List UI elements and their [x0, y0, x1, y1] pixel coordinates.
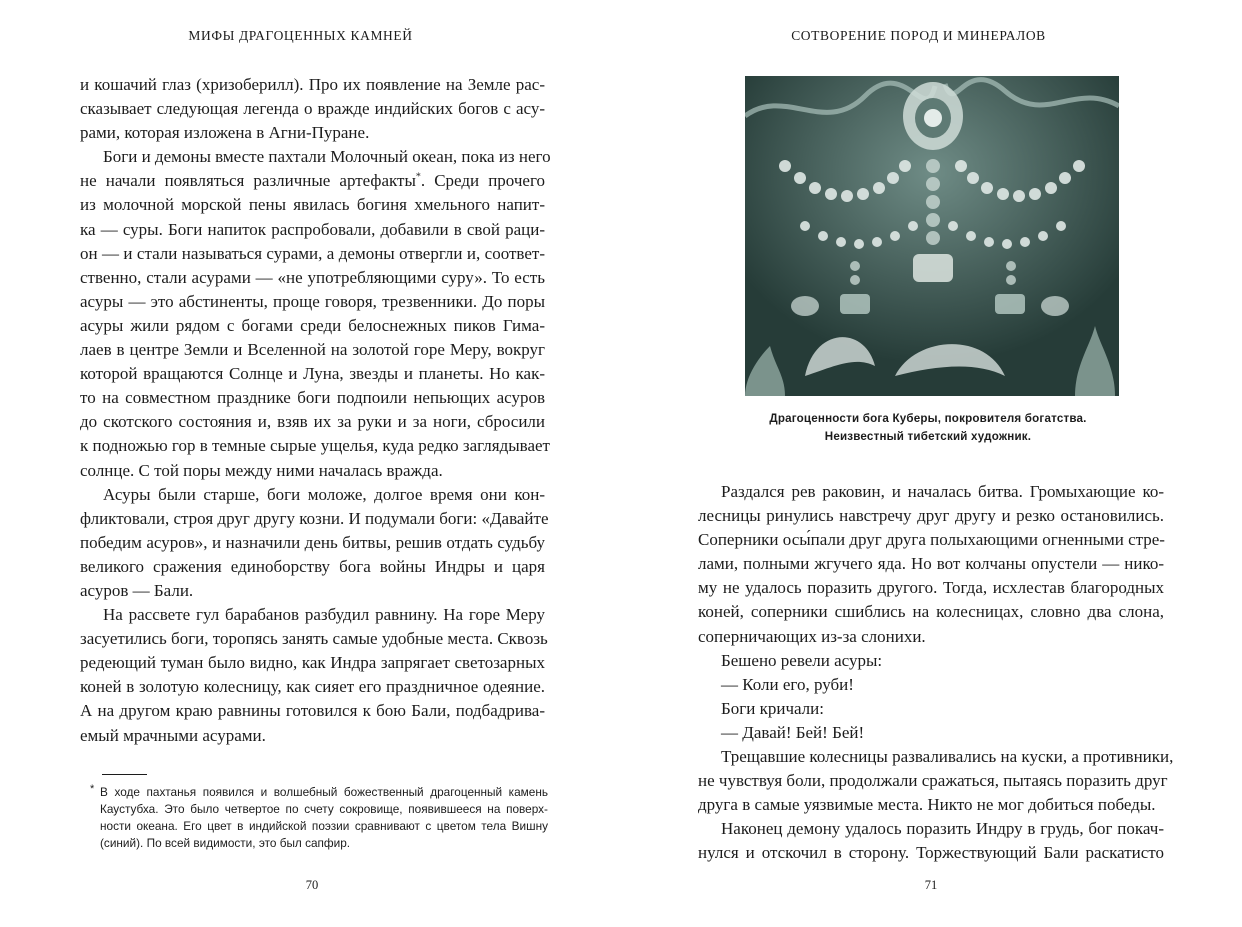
footnote-line: В ходе пахтанья появился и волшебный божественный драгоценный камень: [100, 785, 548, 799]
text-fragment: . Среди прочего: [420, 171, 545, 191]
footnote: [90, 783, 548, 852]
page-number-left: 70: [305, 878, 319, 892]
text-line: ка — суры. Боги напиток распробовали, добавили в свой раци-: [80, 219, 545, 239]
text-line: асуров — Бали.: [80, 580, 194, 600]
text-line: до скотского состояния и, взяв их за руки и за ноги, сбросили: [80, 412, 545, 432]
figure-caption: [701, 410, 1155, 446]
text-line: Раздался рев раковин, и началась битва. Громыхающие ко-: [721, 482, 1164, 501]
text-line: ственно, стали асурами — «не употребляющими суру». То есть: [80, 267, 545, 287]
text-line: рами, которая изложена в Агни-Пуране.: [80, 123, 370, 143]
text-line: он — и стали называться сурами, а демоны отвергли и, соответ-: [80, 243, 545, 263]
text-line: сказывает следующая легенда о вражде индийских богов с асу-: [80, 99, 545, 119]
text-line: которой вращаются Солнце и Луна, звезды и планеты. Но как-: [80, 364, 545, 384]
text-line: к подножью гор в темные сырые ущелья, куда редко заглядывает: [80, 436, 550, 456]
text-line: не чувствуя боли, продолжали сражаться, пытаясь поразить друг: [698, 771, 1168, 791]
text-line: засуетились боги, торопясь занять самые удобные места. Сквозь: [80, 629, 548, 649]
body-text-right: [698, 480, 1174, 866]
running-head-right: СОТВОРЕНИЕ ПОРОД И МИНЕРАЛОВ: [791, 28, 1046, 43]
text-line: редеющий туман было видно, как Индра запрягает светозарных: [80, 653, 545, 673]
text-line: — Коли его, руби!: [721, 674, 854, 694]
text-line: великого сражения единоборству бога войны Индры и царя: [80, 556, 545, 576]
text-line: из молочной морской пены явилась богиня хмельного напит-: [80, 195, 545, 215]
right-page: [621, 0, 1242, 927]
footnote-divider: [102, 774, 147, 775]
illustration-icon: [745, 76, 1119, 396]
footnote-mark: *: [90, 783, 95, 795]
text-line: Боги и демоны вместе пахтали Молочный океан, пока из него: [103, 147, 551, 167]
tibetan-painting-illustration: [745, 76, 1119, 396]
text-line: Бешено ревели асуры:: [721, 650, 883, 670]
text-line: Наконец демону удалось поразить Индру в грудь, бог покач-: [721, 819, 1164, 839]
text-line: фликтовали, строя друг другу козни. И подумали боги: «Давайте: [80, 508, 549, 528]
text-line: коней в золотую колесницу, как сияет его праздничное одеяние.: [80, 677, 545, 697]
text-line: коней, соперники сшиблись на колесницах, словно два слона,: [698, 602, 1164, 622]
text-line: На рассвете гул барабанов разбудил равнину. На горе Меру: [103, 605, 545, 625]
body-text-left: [80, 73, 551, 748]
text-line: лесницы ринулись навстречу друг другу и резко остановились.: [698, 506, 1164, 526]
text-line: асуры жили рядом с богами среди белоснежных пиков Гима-: [80, 315, 545, 335]
text-line: Асуры были старше, боги моложе, долгое время они кон-: [103, 484, 545, 504]
text-line: солнце. С той поры между ними началась вражда.: [80, 460, 443, 480]
text-line: Боги кричали:: [721, 698, 824, 718]
text-line: лами, полными жгучего яда. Но вот колчаны опустели — нико-: [698, 554, 1164, 574]
text-line: победим асуров», и назначили день битвы, решив отдать судьбу: [80, 532, 545, 552]
text-line: нулся и отскочил в сторону. Торжествующий Бали раскатисто: [698, 843, 1164, 863]
text-line: — Давай! Бей! Бей!: [721, 722, 865, 742]
footnote-line: ности океана. Его цвет в индийской поэзии сравнивают с цветом тела Вишну: [100, 819, 548, 833]
text-line: и кошачий глаз (хризоберилл). Про их появление на Земле рас-: [80, 75, 545, 94]
footnote-line: (синий). По всей видимости, это был сапфир.: [100, 836, 351, 850]
footnote-line: Каустубха. Это было четвертое по счету сокровище, появившееся на поверх-: [100, 802, 548, 816]
text-line: лаев в центре Земли и Вселенной на золотой горе Меру, вокруг: [80, 340, 545, 360]
page-number-right: 71: [924, 878, 938, 892]
text-line: асуры — это абстиненты, проще говоря, трезвенники. До поры: [80, 291, 545, 311]
caption-line: Драгоценности бога Куберы, покровителя богатства.: [769, 412, 1087, 425]
text-line: соперничающих из-за слонихи.: [698, 626, 926, 646]
caption-line: Неизвестный тибетский художник.: [824, 430, 1032, 443]
footnote-ref[interactable]: *: [415, 171, 421, 183]
text-line: му не удалось поразить другого. Тогда, исхлестав благородных: [698, 578, 1164, 598]
running-head-left: МИФЫ ДРАГОЦЕННЫХ КАМНЕЙ: [188, 28, 413, 43]
text-line: Соперники осы́пали друг друга полыхающими огненными стре-: [698, 530, 1165, 550]
text-line: то на совместном празднике боги подпоили непьющих асуров: [80, 388, 545, 408]
text-fragment: не начали появляться различные артефакты: [80, 171, 416, 191]
text-line: Трещавшие колесницы разваливались на куски, а противники,: [721, 747, 1174, 767]
text-line: А на другом краю равнины готовился к бою Бали, подбадрива-: [80, 701, 545, 721]
text-line-with-note: [80, 169, 545, 193]
text-line: друга в самые уязвимые места. Никто не мог добиться победы.: [698, 795, 1156, 815]
text-line: емый мрачными асурами.: [80, 725, 266, 745]
